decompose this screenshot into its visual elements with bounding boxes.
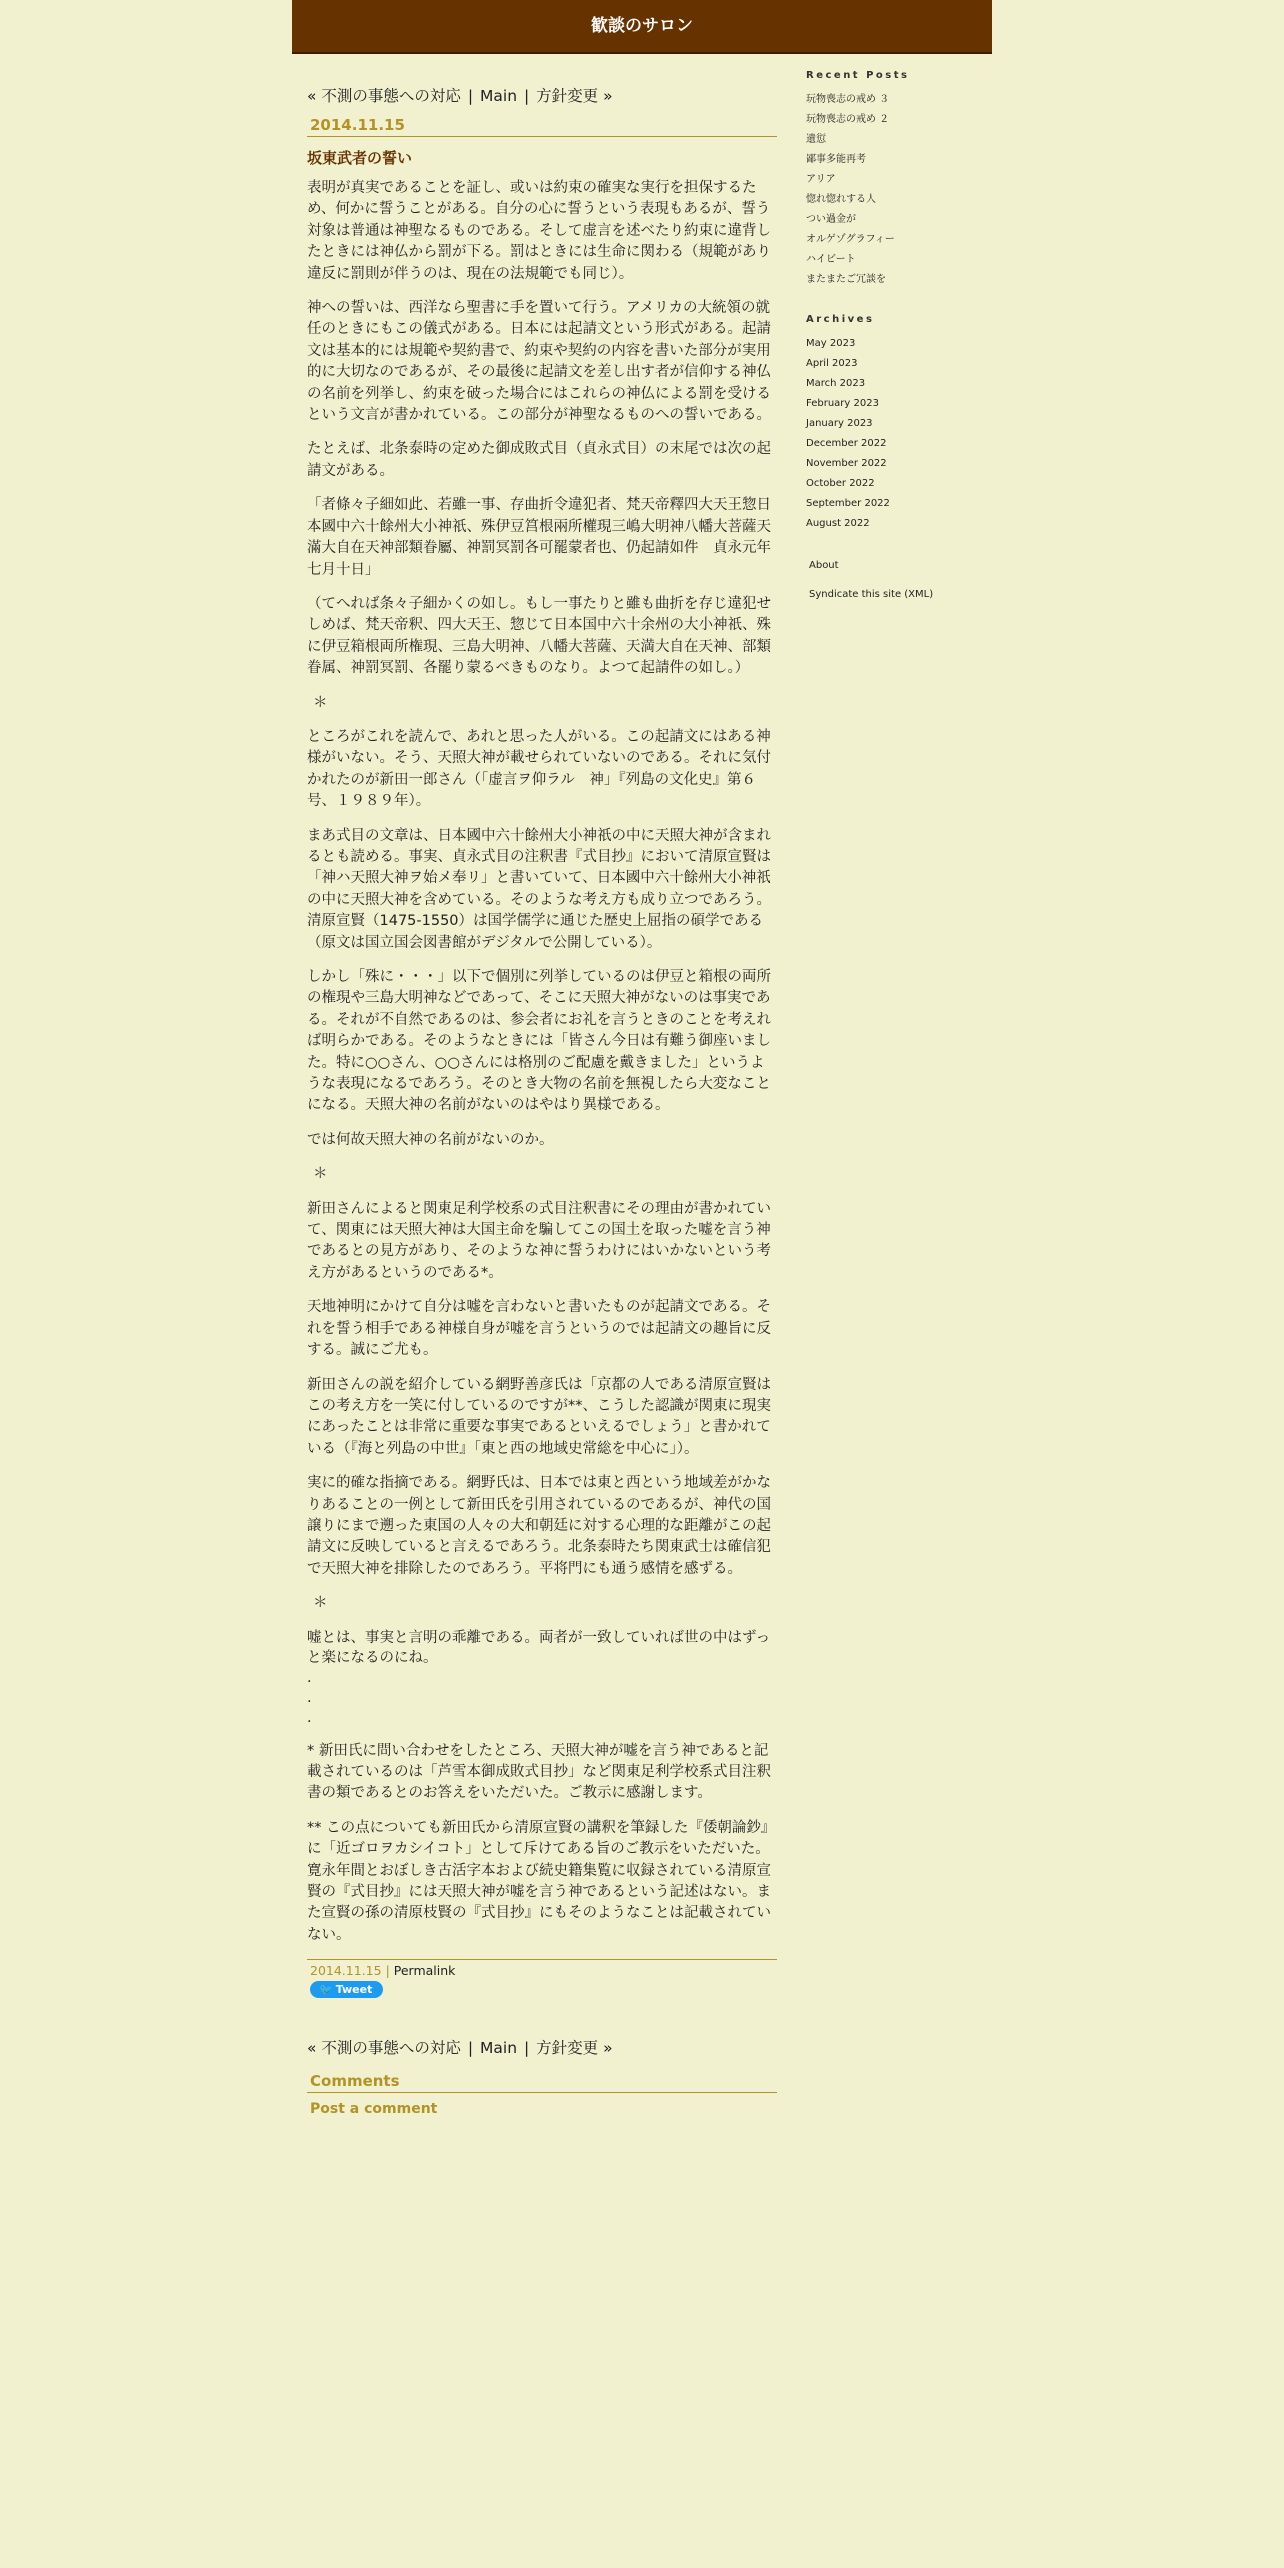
recent-post-link[interactable]: 玩物喪志の戒め ３ [806,94,890,105]
prev-post-link[interactable]: « 不測の事態への対応 [307,87,461,105]
archive-link[interactable]: December 2022 [806,438,887,449]
sidebar [806,70,986,605]
section-separator: ＊ [313,1595,328,1612]
footnote: * 新田氏に問い合わせをしたところ、天照大神が嘘を言う神であると記載されているのは「芦雪本御成敗式目抄」など関東足利学校系式目注釈書の類であるとのお答えをいただいた。ご教示に感謝します。 [307,1742,771,1802]
archive-link[interactable]: August 2022 [806,518,870,529]
section-separator: ＊ [313,1166,328,1183]
recent-posts-heading: Recent Posts [806,70,910,81]
syndicate-link[interactable]: Syndicate this site (XML) [809,589,934,600]
archive-link[interactable]: October 2022 [806,478,875,489]
post-paragraph: 新田さんの説を紹介している網野善彦氏は「京都の人である清原宣賢はこの考え方を一笑に付しているのですが**、こうした認識が関東に現実にあったことは非常に重要な事実であるといえるでしょう」と書かれている（『海と列島の中世』「東と西の地域史常総を中心に」）。 [307,1376,771,1457]
next-post-link[interactable]: 方針変更 » [536,2039,613,2058]
tweet-button[interactable] [310,1981,383,1998]
recent-post-link[interactable]: 鄙事多能再考 [806,154,866,165]
post-nav-top [307,84,777,106]
dot-line: . [307,1689,312,1706]
post-paragraph: ところがこれを読んで、あれと思った人がいる。この起請文にはある神様がいない。そう、天照大神が載せられていないのである。それに気付かれたのが新田一郎さん（「虚言ヲ仰ラル 神」『列島の文化史』第６号、１９８９年）。 [307,728,771,810]
section-separator: ＊ [313,694,328,711]
archive-link[interactable]: March 2023 [806,378,866,389]
post-paragraph: しかし「殊に・・・」以下で個別に列挙しているのは伊豆と箱根の両所の権現や三島大明神などであって、そこに天照大神がないのは事実である。それが不自然であるのは、参会者にお礼を言うときのことを考えれば明らかである。そのようなときには「皆さん今日は有難う御座いました。特に○○さん、○○さんには格別のご配慮を戴きました」というような表現になるであろう。そのとき大物の名前を無視したら大変なことになる。天照大神の名前がないのはやはり異様である。 [307,969,771,1114]
post-nav-bottom [307,2036,777,2058]
page-wrapper [292,0,992,2118]
recent-post-link[interactable]: 遺愆 [806,134,826,145]
main-link[interactable]: Main [480,2039,518,2058]
archive-link[interactable]: November 2022 [806,458,887,469]
archive-link[interactable]: April 2023 [806,358,858,369]
recent-post-link[interactable]: アリア [806,174,836,185]
post-body [307,178,777,1946]
recent-post-link[interactable]: 惚れ惚れする人 [806,194,876,205]
main-link[interactable]: Main [480,87,518,105]
next-post-link[interactable]: 方針変更 » [536,87,613,105]
post-paragraph: 実に的確な指摘である。網野氏は、日本では東と西という地域差がかなりあることの一例として新田氏を引用されているのであるが、神代の国譲りにまで遡った東国の人々の大和朝廷に対する心理的な距離がこの起請文に反映していると言えるであろう。北条泰時たち関東武士は確信犯で天照大神を排除したのであろう。平将門にも通う感情を感ずる。 [307,1475,771,1577]
recent-post-link[interactable]: ハイビート [806,254,856,265]
post-paragraph: 「者條々子細如此、若雖一事、存曲折令違犯者、梵天帝釋四大天王惣日本國中六十餘州大小神祇、殊伊豆筥根兩所權現三嶋大明神八幡大菩薩天滿大自在天神部類眷屬、神罰冥罰各可罷蒙者也、仍起請如件 貞永元年七月十日」 [307,497,771,578]
main-content [307,84,777,2117]
archive-link[interactable]: September 2022 [806,498,890,509]
permalink-link[interactable]: Permalink [393,1963,456,1979]
post-paragraph: 嘘とは、事実と言明の乖離である。両者が一致していれば世の中はずっと楽になるのにね。 [307,1629,771,1666]
post-paragraph: 天地神明にかけて自分は嘘を言わないと書いたものが起請文である。それを誓う相手である神様自身が嘘を言うというのでは起請文の趣旨に反する。誠にご尤も。 [307,1299,771,1359]
post-footer [307,1959,777,1978]
footnote: ** この点についても新田氏から清原宣賢の講釈を筆録した『倭朝論鈔』に「近ゴロヲカシイコト」として斥けてある旨のご教示をいただいた。寛永年間とおぼしき古活字本および続史籍集覧に収録されている清原宣賢の『式目抄』には天照大神が嘘を言う神であるという記述はない。また宣賢の孫の清原枝賢の『式目抄』にもそのようなことは記載されていない。 [307,1819,776,1943]
archive-link[interactable]: February 2023 [806,398,879,409]
post-paragraph: たとえば、北条泰時の定めた御成敗式目（貞永式目）の末尾では次の起請文がある。 [307,441,771,479]
recent-post-link[interactable]: 玩物喪志の戒め ２ [806,114,890,125]
dot-line: . [307,1669,312,1686]
post-comment-heading: Post a comment [310,2101,438,2118]
site-banner [292,0,992,54]
site-title[interactable]: 歓談のサロン [591,16,693,36]
post-paragraph: 表明が真実であることを証し、或いは約束の確実な実行を担保するため、何かに誓うことがある。自分の心に誓うという表現もあるが、誓う対象は普通は神聖なるものである。そして虚言を述べたり約束に違背したときには神仏から罰が下る。罰はときには生命に関わる（規範があり違反に罰則が伴うのは、現在の法規範でも同じ）。 [307,180,771,282]
archive-link[interactable]: January 2023 [806,418,873,429]
recent-posts-section [806,70,986,290]
nav-separator: | [467,87,474,105]
post-paragraph: 新田さんによると関東足利学校系の式目注釈書にその理由が書かれていて、関東には天照大神は大国主命を騙してこの国土を取った嘘を言う神であるとの見方があり、そのような神に誓うわけにはいかないという考え方があるというのである*。 [307,1200,771,1281]
recent-post-link[interactable]: オルゲゾグラフィー [806,234,895,245]
recent-post-link[interactable]: またまたご冗談を [806,274,886,285]
posted-date: 2014.11.15 [310,1963,382,1979]
tweet-label: Tweet [335,1983,373,1997]
post-paragraph: まあ式目の文章は、日本國中六十餘州大小神祇の中に天照大神が含まれるとも読める。事実、貞永式目の注釈書『式目抄』において清原宣賢は「神ハ天照大神ヲ始メ奉リ」と書いていて、日本國中六十餘州大小神祇の中に天照大神を含めている。そのような考え方も成り立つであろう。清原宣賢（1475-1550）は国学儒学に通じた歴史上屈指の碩学である（原文は国立国会図書館がデジタルで公開している）。 [307,827,771,951]
archives-section [806,314,986,534]
nav-separator: | [523,87,530,105]
post-paragraph: では何故天照大神の名前がないのか。 [307,1131,554,1148]
nav-separator: | [523,2039,530,2058]
about-link[interactable]: About [809,560,839,571]
post-title: 坂東武者の誓い [307,149,413,167]
twitter-bird-icon: 🐦 [319,1983,333,1997]
footer-separator: | [385,1963,390,1979]
post-date: 2014.11.15 [307,116,777,137]
nav-separator: | [467,2039,474,2058]
archive-link[interactable]: May 2023 [806,338,856,349]
prev-post-link[interactable]: « 不測の事態への対応 [307,2039,461,2058]
comments-heading: Comments [307,2072,777,2093]
post-paragraph: （てへれば条々子細かくの如し。もし一事たりと雖も曲折を存じ違犯せしめば、梵天帝釈、四大天王、惣じて日本国中六十余州の大小神祇、殊に伊豆箱根両所権現、三島大明神、八幡大菩薩、天満大自在天神、部類眷属、神罰冥罰、各罷り蒙るべきものなり。よつて起請件の如し。） [307,595,771,677]
dot-line: . [307,1709,312,1726]
archives-heading: Archives [806,314,875,325]
recent-post-link[interactable]: つい過金が [806,214,856,225]
post-paragraph: 神への誓いは、西洋なら聖書に手を置いて行う。アメリカの大統領の就任のときにもこの儀式がある。日本には起請文という形式がある。起請文は基本的には規範や契約書で、約束や契約の内容を書いた部分が実用的に大切なのであるが、その最後に起請文を差し出す者が信仰する神仏の名前を列挙し、約束を破った場合にはこれらの神仏による罰を受けるという文言が書かれている。この部分が神聖なるものへの誓いである。 [307,300,771,424]
